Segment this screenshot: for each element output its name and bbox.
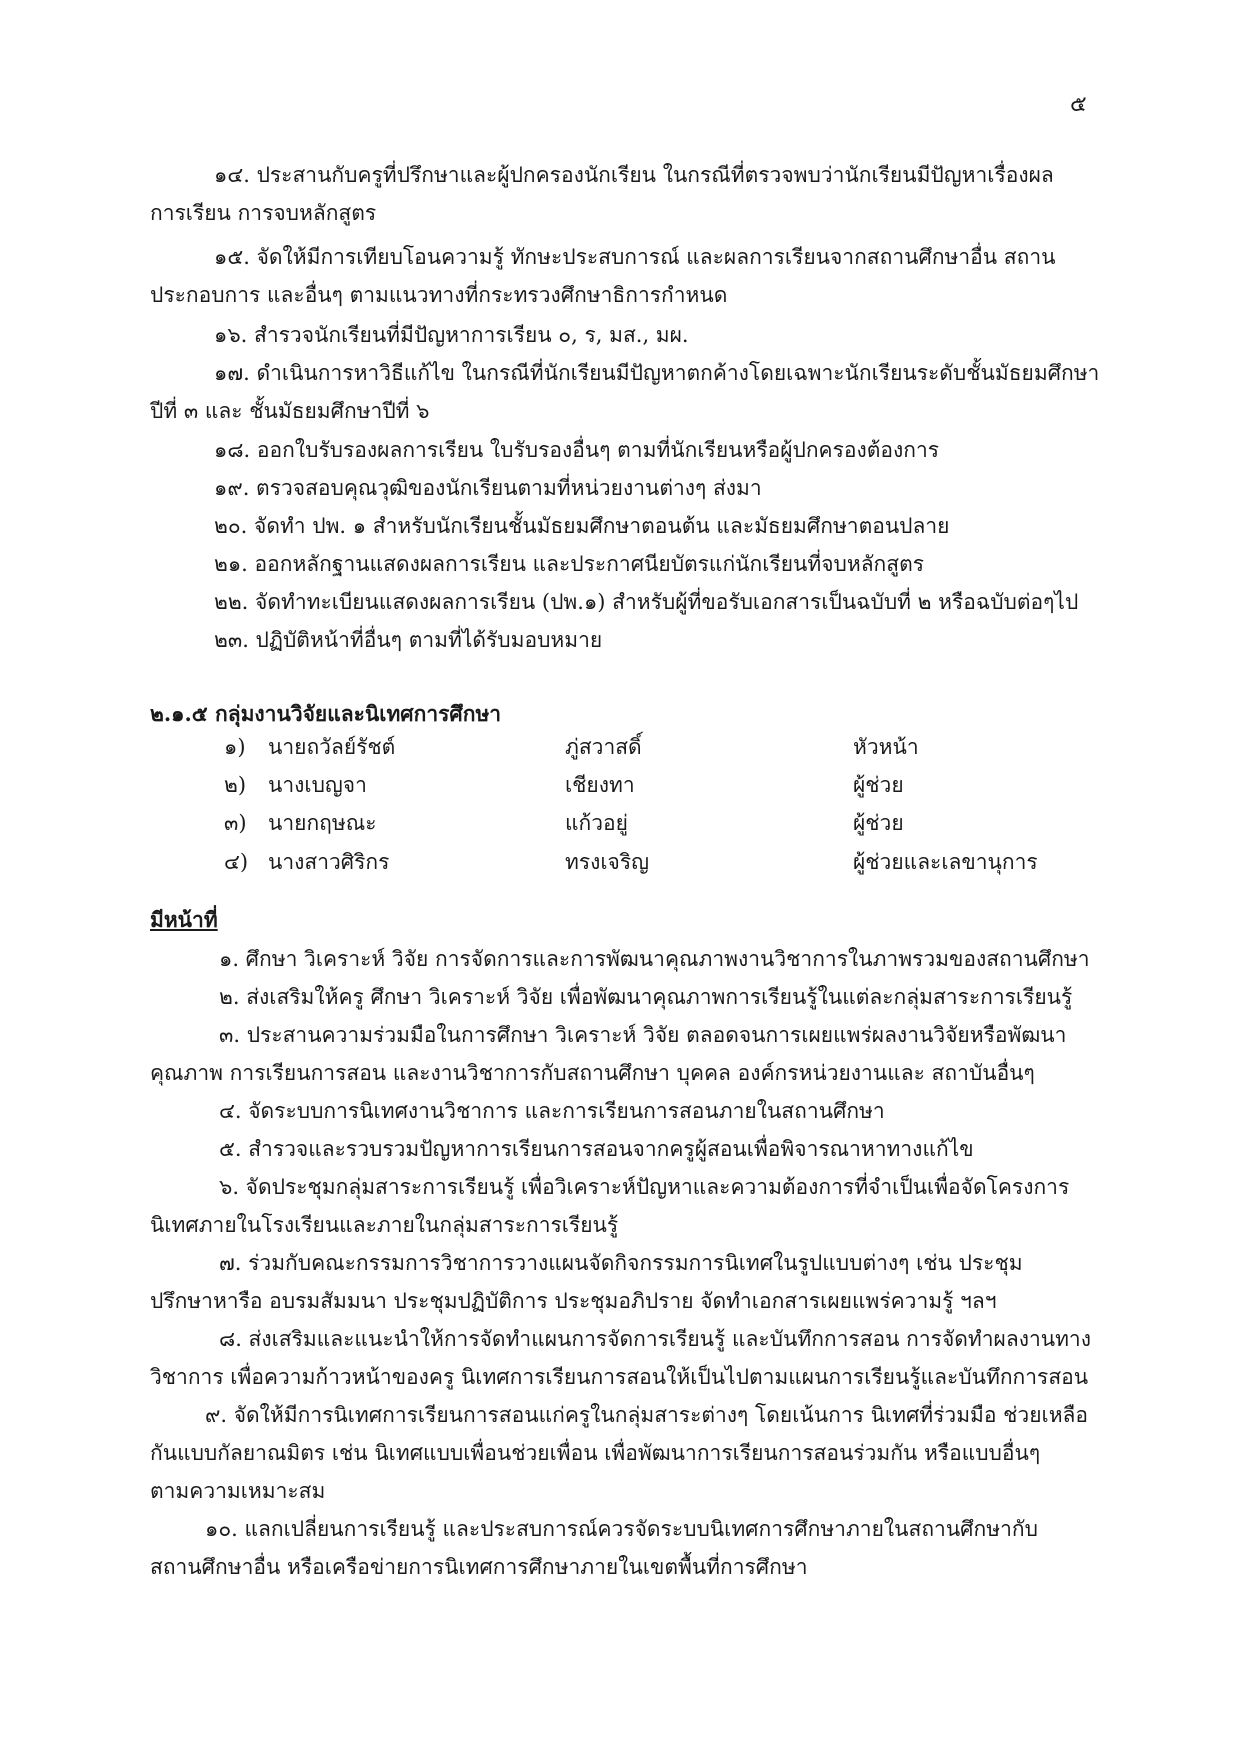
- member-number: ๓): [224, 811, 247, 835]
- section-heading: ๒.๑.๕ กลุ่มงานวิจัยและนิเทศการศึกษา: [150, 701, 502, 726]
- duty-item-continuation: สถานศึกษาอื่น หรือเครือข่ายการนิเทศการศึกษาภายในเขตพื้นที่การศึกษา: [150, 1555, 808, 1579]
- list-item: ๒๐. จัดทำ ปพ. ๑ สำหรับนักเรียนชั้นมัธยมศึกษาตอนต้น และมัธยมศึกษาตอนปลาย: [214, 514, 950, 538]
- member-last-name: เชียงทา: [565, 773, 635, 797]
- list-item: ๑๕. จัดให้มีการเทียบโอนความรู้ ทักษะประสบการณ์ และผลการเรียนจากสถานศึกษาอื่น สถาน: [214, 245, 1056, 269]
- duty-item-continuation: นิเทศภายในโรงเรียนและภายในกลุ่มสาระการเรียนรู้: [150, 1213, 619, 1237]
- list-item: ๒๓. ปฏิบัติหน้าที่อื่นๆ ตามที่ได้รับมอบหมาย: [214, 628, 603, 652]
- duty-item: ๑. ศึกษา วิเคราะห์ วิจัย การจัดการและการพัฒนาคุณภาพงานวิชาการในภาพรวมของสถานศึกษา: [219, 947, 1090, 971]
- member-role: ผู้ช่วยและเลขานุการ: [853, 850, 1038, 874]
- page-number: ๕: [1070, 92, 1087, 117]
- list-item: ๑๘. ออกใบรับรองผลการเรียน ใบรับรองอื่นๆ ตามที่นักเรียนหรือผู้ปกครองต้องการ: [214, 438, 940, 462]
- member-first-name: นางสาวศิริกร: [268, 850, 390, 874]
- member-first-name: นายถวัลย์รัชต์: [268, 735, 396, 759]
- list-item: ๑๗. ดำเนินการหาวิธีแก้ไข ในกรณีที่นักเรียนมีปัญหาตกค้างโดยเฉพาะนักเรียนระดับชั้นมัธยมศึกษา: [214, 361, 1100, 385]
- list-item: ๑๔. ประสานกับครูที่ปรึกษาและผู้ปกครองนักเรียน ในกรณีที่ตรวจพบว่านักเรียนมีปัญหาเรื่องผล: [214, 163, 1054, 187]
- member-number: ๒): [224, 773, 247, 797]
- member-last-name: ทรงเจริญ: [565, 850, 650, 874]
- member-role: ผู้ช่วย: [853, 811, 904, 835]
- duty-item-continuation: ตามความเหมาะสม: [150, 1479, 326, 1503]
- duty-item-continuation: กันแบบกัลยาณมิตร เช่น นิเทศแบบเพื่อนช่วยเพื่อน เพื่อพัฒนาการเรียนการสอนร่วมกัน หรือแบบอื่นๆ: [150, 1441, 1041, 1465]
- list-item: ๒๑. ออกหลักฐานแสดงผลการเรียน และประกาศนียบัตรแก่นักเรียนที่จบหลักสูตร: [214, 552, 925, 576]
- duty-item-continuation: คุณภาพ การเรียนการสอน และงานวิชาการกับสถานศึกษา บุคคล องค์กรหน่วยงานและ สถาบันอื่นๆ: [150, 1061, 1035, 1085]
- duty-item: ๖. จัดประชุมกลุ่มสาระการเรียนรู้ เพื่อวิเคราะห์ปัญหาและความต้องการที่จำเป็นเพื่อจัดโครงการ: [219, 1175, 1070, 1199]
- duty-item: ๕. สำรวจและรวบรวมปัญหาการเรียนการสอนจากครูผู้สอนเพื่อพิจารณาหาทางแก้ไข: [219, 1137, 974, 1161]
- list-item-continuation: การเรียน การจบหลักสูตร: [150, 201, 377, 225]
- member-number: ๑): [224, 735, 246, 759]
- duty-item: ๔. จัดระบบการนิเทศงานวิชาการ และการเรียนการสอนภายในสถานศึกษา: [219, 1099, 885, 1123]
- member-first-name: นางเบญจา: [268, 773, 367, 797]
- duty-item-continuation: วิชาการ เพื่อความก้าวหน้าของครู นิเทศการเรียนการสอนให้เป็นไปตามแผนการเรียนรู้และบันทึกการสอน: [150, 1365, 1089, 1389]
- duty-item: ๓. ประสานความร่วมมือในการศึกษา วิเคราะห์ วิจัย ตลอดจนการเผยแพร่ผลงานวิจัยหรือพัฒนา: [219, 1023, 1067, 1047]
- member-role: หัวหน้า: [853, 735, 919, 759]
- member-first-name: นายกฤษณะ: [268, 811, 377, 835]
- member-last-name: ภู่สวาสดิ์: [565, 735, 642, 759]
- list-item: ๑๖. สำรวจนักเรียนที่มีปัญหาการเรียน ๐, ร, มส., มผ.: [214, 323, 689, 347]
- list-item-continuation: ประกอบการ และอื่นๆ ตามแนวทางที่กระทรวงศึกษาธิการกำหนด: [150, 283, 728, 307]
- duty-item: ๒. ส่งเสริมให้ครู ศึกษา วิเคราะห์ วิจัย เพื่อพัฒนาคุณภาพการเรียนรู้ในแต่ละกลุ่มสาระการเรียนรู้: [219, 985, 1073, 1009]
- duty-item: ๘. ส่งเสริมและแนะนำให้การจัดทำแผนการจัดการเรียนรู้ และบันทึกการสอน การจัดทำผลงานทาง: [219, 1327, 1091, 1351]
- list-item: ๒๒. จัดทำทะเบียนแสดงผลการเรียน (ปพ.๑) สำหรับผู้ที่ขอรับเอกสารเป็นฉบับที่ ๒ หรือฉบับต่อๆไป: [214, 590, 1079, 614]
- duty-item: ๙. จัดให้มีการนิเทศการเรียนการสอนแก่ครูในกลุ่มสาระต่างๆ โดยเน้นการ นิเทศที่ร่วมมือ ช่วยเหลือ: [205, 1403, 1089, 1427]
- member-role: ผู้ช่วย: [853, 773, 904, 797]
- list-item: ๑๙. ตรวจสอบคุณวุฒิของนักเรียนตามที่หน่วยงานต่างๆ ส่งมา: [214, 476, 762, 500]
- duty-item: ๗. ร่วมกับคณะกรรมการวิชาการวางแผนจัดกิจกรรมการนิเทศในรูปแบบต่างๆ เช่น ประชุม: [219, 1251, 1023, 1275]
- duty-item: ๑๐. แลกเปลี่ยนการเรียนรู้ และประสบการณ์ควรจัดระบบนิเทศการศึกษาภายในสถานศึกษากับ: [205, 1517, 1038, 1541]
- member-number: ๔): [224, 850, 249, 874]
- duties-heading: มีหน้าที่: [150, 907, 218, 932]
- list-item-continuation: ปีที่ ๓ และ ชั้นมัธยมศึกษาปีที่ ๖: [150, 399, 430, 423]
- member-last-name: แก้วอยู่: [565, 811, 628, 835]
- duty-item-continuation: ปรึกษาหารือ อบรมสัมมนา ประชุมปฏิบัติการ ประชุมอภิปราย จัดทำเอกสารเผยแพร่ความรู้ ฯลฯ: [150, 1289, 997, 1313]
